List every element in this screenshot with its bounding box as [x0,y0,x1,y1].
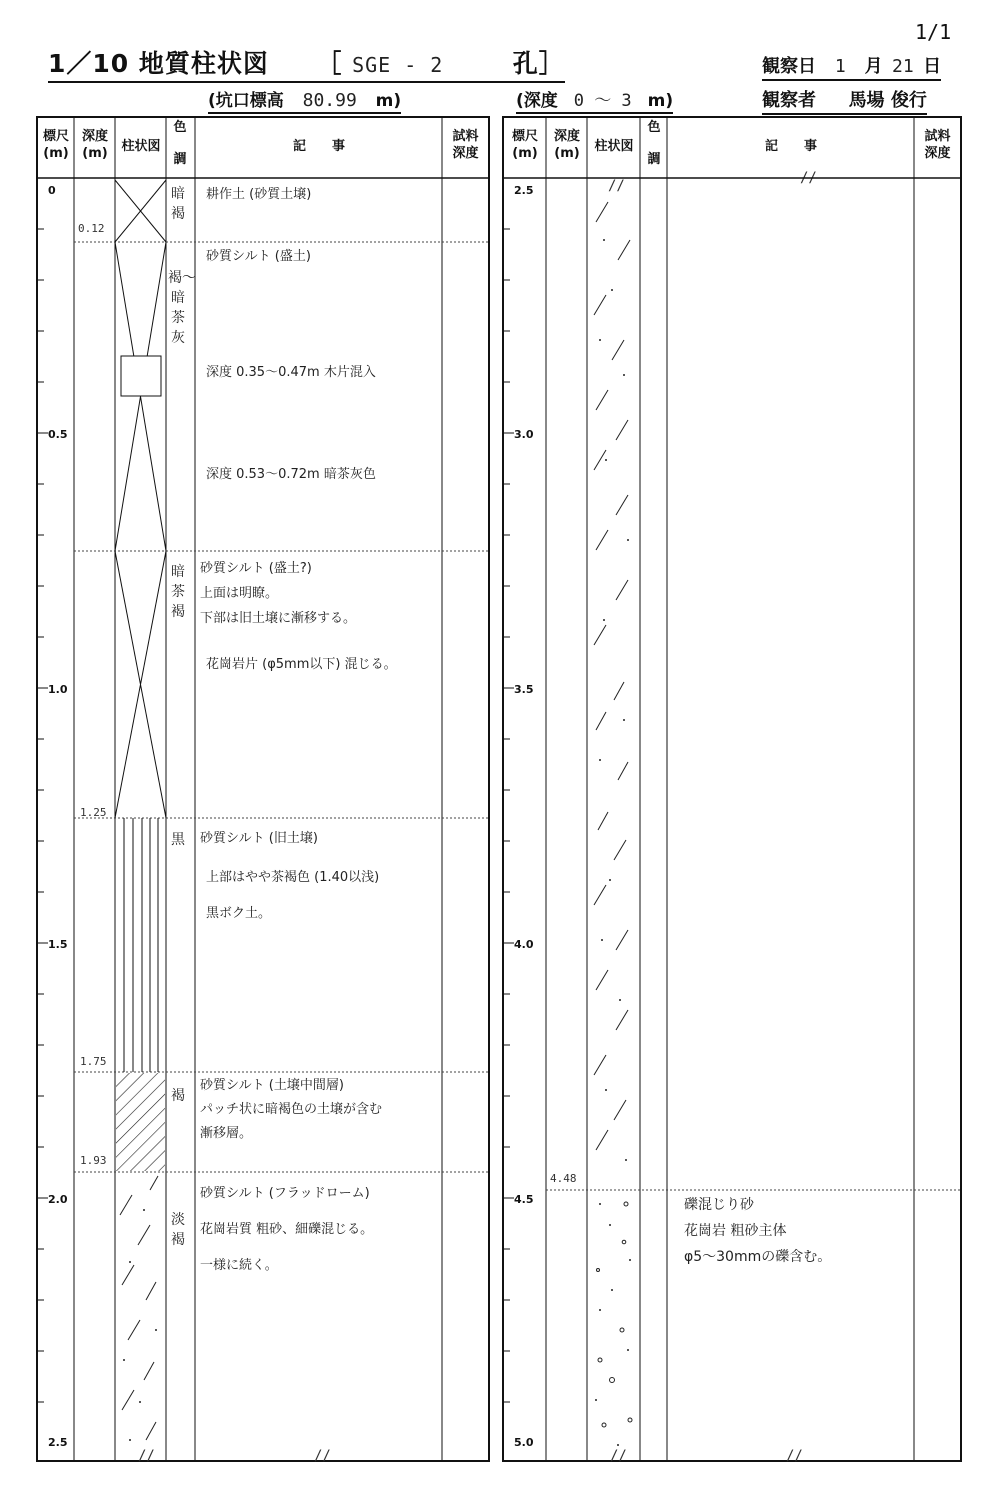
left-header-color: 色 調 [173,120,187,167]
left-break-mark-notes: // [314,1448,331,1464]
right-header-color: 色 調 [647,120,661,167]
right-break-mark-bottom-column: // [610,1448,627,1464]
note-line: 砂質シルト (フラッドローム) [200,1186,370,1201]
left-depth-mark: 1.75 [80,1055,107,1068]
note-line: 砂質シルト (土壌中間層) [200,1078,344,1093]
left-scale-0.5: 0.5 [48,428,68,441]
note-line: 上部はやや茶褐色 (1.40以浅) [206,870,380,885]
left-scale-2.5: 2.5 [48,1436,68,1449]
note-line: 深度 0.53〜0.72m 暗茶灰色 [206,467,376,482]
note-line: φ5〜30mmの礫含む。 [684,1249,832,1265]
left-scale-0: 0 [48,184,56,197]
note-line: 礫混じり砂 [684,1197,754,1213]
left-header-depth: 深度 (m) [81,129,108,161]
right-scale-4.0: 4.0 [514,938,534,951]
left-scale-2.0: 2.0 [48,1193,68,1206]
right-break-mark-bottom-notes: // [786,1448,803,1464]
left-header-sample: 試料 深度 [452,129,479,161]
observation-date-label: 観察日 [762,56,816,77]
observation-month: 1 [834,56,846,77]
note-line: 深度 0.35〜0.47m 木片混入 [206,365,376,380]
right-scale-3.0: 3.0 [514,428,534,441]
hole-id: SGE - 2 [352,53,444,77]
right-break-mark-top-notes: // [800,170,817,186]
left-color-dark-brown: 暗褐 [171,186,185,222]
depth-range-unit: m) [647,91,674,111]
right-scale-2.5: 2.5 [514,184,534,197]
hole-bracket-close: 孔］ [512,49,565,78]
left-scale-1.0: 1.0 [48,683,68,696]
right-break-mark-top-column: // [608,178,625,194]
note-line: 下部は旧土壌に漸移する。 [200,611,357,626]
note-line: パッチ状に暗褐色の土壌が含む [200,1102,383,1117]
note-line: 一様に続く。 [200,1258,278,1273]
right-header-sample: 試料 深度 [924,129,951,161]
left-depth-mark: 0.12 [78,222,105,235]
elevation-unit: m) [375,91,402,111]
note-line: 上面は明瞭。 [200,586,279,601]
left-color-dark-tea-brown: 暗茶褐 [171,564,185,620]
right-depth-mark: 4.48 [550,1172,577,1185]
observation-day: 21 [892,56,914,77]
note-line: 黒ボク土。 [206,906,272,921]
observer-name: 馬場 俊行 [848,90,927,111]
hole-bracket-open: ［ [316,49,343,78]
elevation-label: (坑口標高 [208,91,284,111]
observer-label: 観察者 [762,90,816,111]
left-color-brown-to-dark-tea-grey: 褐〜暗茶灰 [168,270,196,346]
left-scale-1.5: 1.5 [48,938,68,951]
depth-range-value: 0 〜 3 [573,91,632,111]
depth-range-label: (深度 [516,91,558,111]
month-label: 月 [864,56,883,77]
right-header-depth: 深度 (m) [553,129,580,161]
left-color-pale-brown: 淡褐 [171,1212,185,1248]
note-line: 花崗岩質 粗砂、細礫混じる。 [200,1222,374,1237]
page-number: 1/1 [915,20,952,44]
left-header-column: 柱状図 [121,139,161,154]
left-header-scale: 標尺 (m) [42,129,69,161]
left-header-notes: 記 事 [292,139,345,154]
right-scale-3.5: 3.5 [514,683,534,696]
right-header-scale: 標尺 (m) [511,129,538,161]
left-break-mark-column: // [138,1448,155,1464]
note-line: 花崗岩片 (φ5mm以下) 混じる。 [206,657,397,672]
note-line: 砂質シルト (盛土) [206,249,311,264]
left-color-brown: 褐 [171,1088,185,1104]
right-header-notes: 記 事 [764,139,817,154]
left-color-black: 黒 [171,832,185,848]
right-header-column: 柱状図 [594,139,634,154]
left-depth-mark: 1.93 [80,1154,107,1167]
note-line: 耕作土 (砂質土壌) [206,187,312,202]
left-depth-mark: 1.25 [80,806,107,819]
title-text: 1／10 地質柱状図 [48,49,269,78]
note-line: 花崗岩 粗砂主体 [684,1223,787,1239]
note-line: 砂質シルト (盛土?) [200,561,312,576]
note-line: 漸移層。 [200,1126,253,1141]
day-label: 日 [923,56,942,77]
elevation-value: 80.99 [302,90,357,111]
right-scale-5.0: 5.0 [514,1436,534,1449]
right-scale-4.5: 4.5 [514,1193,534,1206]
note-line: 砂質シルト (旧土壌) [200,831,318,846]
